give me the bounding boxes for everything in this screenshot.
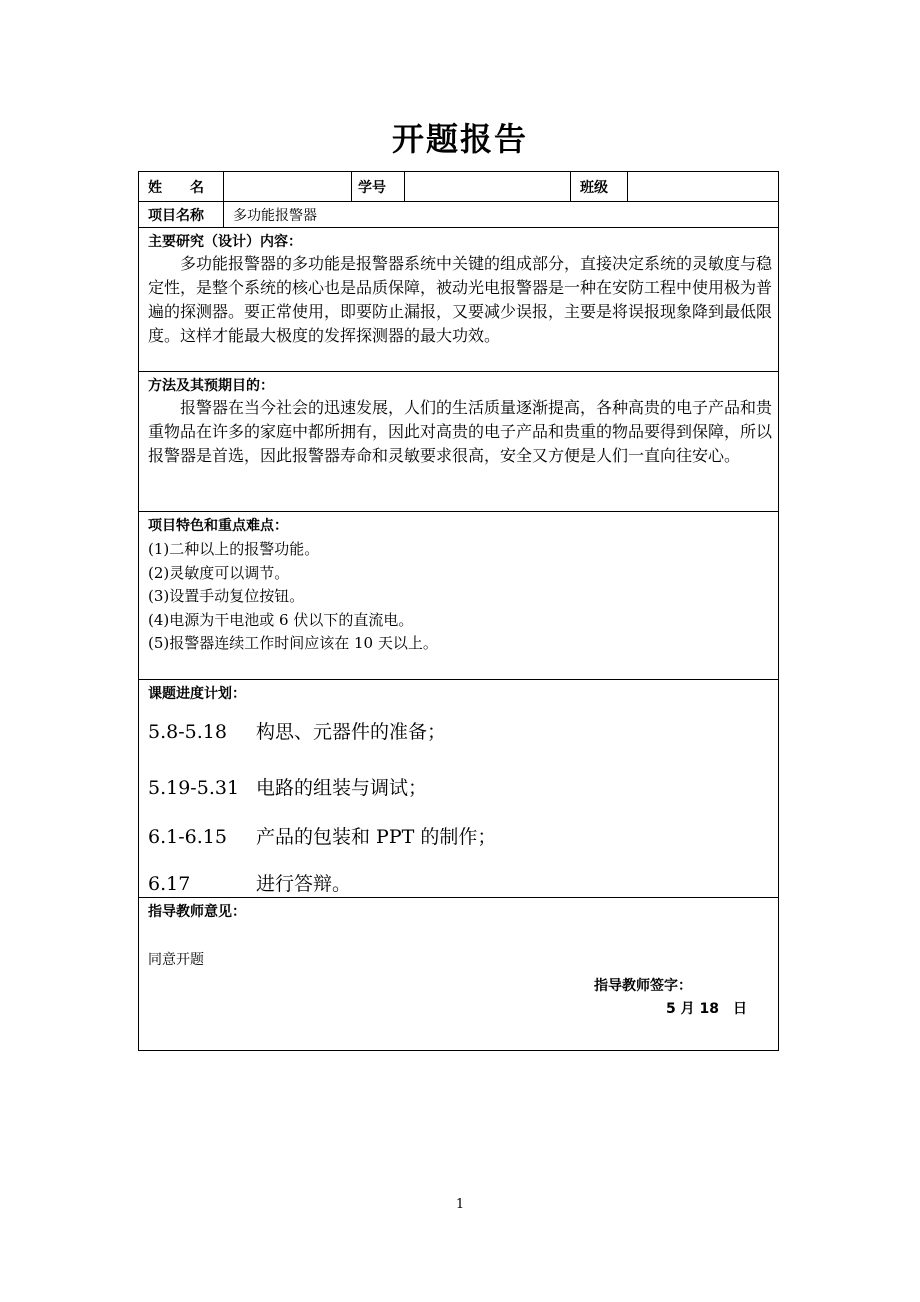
method-text: 报警器在当今社会的迅速发展，人们的生活质量逐渐提高，各种高贵的电子产品和贵重物品在许多的家庭中都所拥有，因此对高贵的电子产品和贵重的物品要得到保障，所以报警器是首选，因此报警器寿命和灵敏要求很高，安全又方便是人们一直向往安心。 [148,398,773,465]
proposal-form [138,171,779,1051]
class-label-cell [570,172,627,201]
signature-label: 指导教师签字： [594,978,692,994]
schedule-item [148,717,446,744]
opinion-section [139,898,778,1052]
schedule-date: 6.17 [148,873,191,895]
id-label: 学号 [358,180,386,196]
schedule-task: 产品的包装和 PPT 的制作； [256,826,497,848]
schedule-date: 5.8-5.18 [148,721,227,743]
id-field[interactable] [404,172,570,201]
list-item: (4)电源为干电池或 6 伏以下的直流电。 [148,610,414,629]
project-field[interactable] [223,202,778,227]
project-label: 项目名称 [148,208,204,224]
project-row [139,202,778,228]
opinion-text: 同意开题 [148,952,204,968]
schedule-section [139,680,778,898]
name-field[interactable] [223,172,351,201]
schedule-item [148,869,351,896]
info-row [139,172,778,202]
schedule-task: 电路的组装与调试； [256,777,428,799]
signature-date: 5 月 18 日 [666,1001,747,1017]
id-label-cell [351,172,404,201]
features-list [148,538,772,656]
class-field[interactable] [627,172,780,201]
method-heading: 方法及其预期目的： [148,378,274,394]
name-label: 姓 名 [148,180,204,196]
project-label-cell [139,202,223,227]
document-title: 开题报告 [391,120,528,158]
project-value: 多功能报警器 [233,208,317,224]
research-heading: 主要研究（设计）内容： [148,234,302,250]
schedule-date: 6.1-6.15 [148,826,227,848]
schedule-date: 5.19-5.31 [148,777,240,799]
schedule-item [148,773,427,800]
schedule-item [148,822,496,849]
list-item: (1)二种以上的报警功能。 [148,540,320,558]
research-section [139,228,778,372]
features-section [139,512,778,680]
research-text: 多功能报警器的多功能是报警器系统中关键的组成部分，直接决定系统的灵敏度与稳定性，是整个系统的核心也是品质保障，被动光电报警器是一种在安防工程中使用极为普遍的探测器。要正常使用，即要防止漏报，又要减少误报，主要是将误报现象降到最低限度。这样才能最大极度的发挥探测器的最大功效。 [148,254,773,345]
schedule-task: 进行答辩。 [256,873,352,895]
schedule-task: 构思、元器件的准备； [256,721,447,743]
features-heading: 项目特色和重点难点： [148,518,288,534]
name-label-cell [139,172,223,201]
opinion-heading: 指导教师意见： [148,904,246,920]
page-number: 1 [455,1197,465,1212]
method-section [139,372,778,512]
list-item: (2)灵敏度可以调节。 [148,563,290,582]
list-item: (5)报警器连续工作时间应该在 10 天以上。 [148,634,438,652]
list-item: (3)设置手动复位按钮。 [148,587,305,605]
class-label: 班级 [580,180,608,196]
schedule-heading: 课题进度计划： [148,686,246,702]
